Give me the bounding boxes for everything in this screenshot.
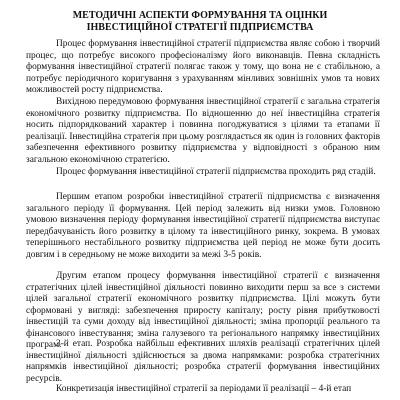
paragraph-3: Процес формування інвестиційної стратегії підприємства проходить ряд стадій. [56, 167, 376, 177]
title-line-1: МЕТОДИЧНІ АСПЕКТИ ФОРМУВАННЯ ТА ОЦІНКИ [72, 10, 328, 21]
paragraph-2: Вихідною передумовою формування інвестиційної стратегії є загальна стратегія економічного розвитку підприємства. По відношенню до неї інвестиційна стратегія носить підпорядкований характер і повинна погоджуватися з цілями та етапами її реалізації. Інвестиційна стратегія при цьому розглядається як один із головних факторів забезпечення ефективного розвитку підприємства у відповідності з обраною ним загальною економічною стратегією. [26, 97, 380, 165]
paragraph-1: Процес формування інвестиційної стратегії підприємства являє собою і творчий процес, що потребує високого професіоналізму його виконавців. Певна складність формування інвестиційної стратегії полягає також у тому, що вона не є стабільною, а потребує періодичного коригування з урахуванням мінливих зовнішніх умов та нових можливостей росту підприємства. [26, 39, 380, 95]
paragraph-7: Конкретизація інвестиційної стратегії за періодами її реалізації – 4-й етап [56, 384, 352, 394]
paragraph-5: Другим етапом процесу формування інвестиційної стратегії є визначення стратегічних цілей інвестиційної діяльності повинно виходити перш за все з системи цілей загальної стратегії економічного розвитку підприємства. Цілі можуть бути сформовані у вигляді: забезпечення приросту капіталу; росту рівня прибутковості інвестицій та суми доходу від інвестиційної діяльності; зміна пропорції реального та фінансового інвестування; зміна галузевого та регіонального напрямку інвестиційних програм. [26, 271, 380, 350]
title-line-2: ІНВЕСТИЦІЙНОЇ СТРАТЕГІЇ ПІДПРИЄМСТВА [86, 22, 314, 33]
document-title [40, 10, 360, 34]
paragraph-6: 3-й етап. Розробка найбільш ефективних шляхів реалізації стратегічних цілей інвестиційної діяльності здійснюється за двома напрямками: розробка стратегічних напрямків інвестиційної діяльності; розробка стратегії формування інвестиційних ресурсів. [26, 339, 380, 384]
paragraph-4: Першим етапом розробки інвестиційної стратегії підприємства є визначення загального періоду її формування. Цей період залежить від низки умов. Головною умовою визначення періоду формування інвестиційної стратегії підприємства виступає передбачуваність його розвитку в цілому та інвестиційного ринку, зокрема. В умовах теперішнього нестабільного розвитку підприємства цей період не може бути досить довгим і в середньому не може виходити за межі 3-5 років. [26, 192, 380, 260]
